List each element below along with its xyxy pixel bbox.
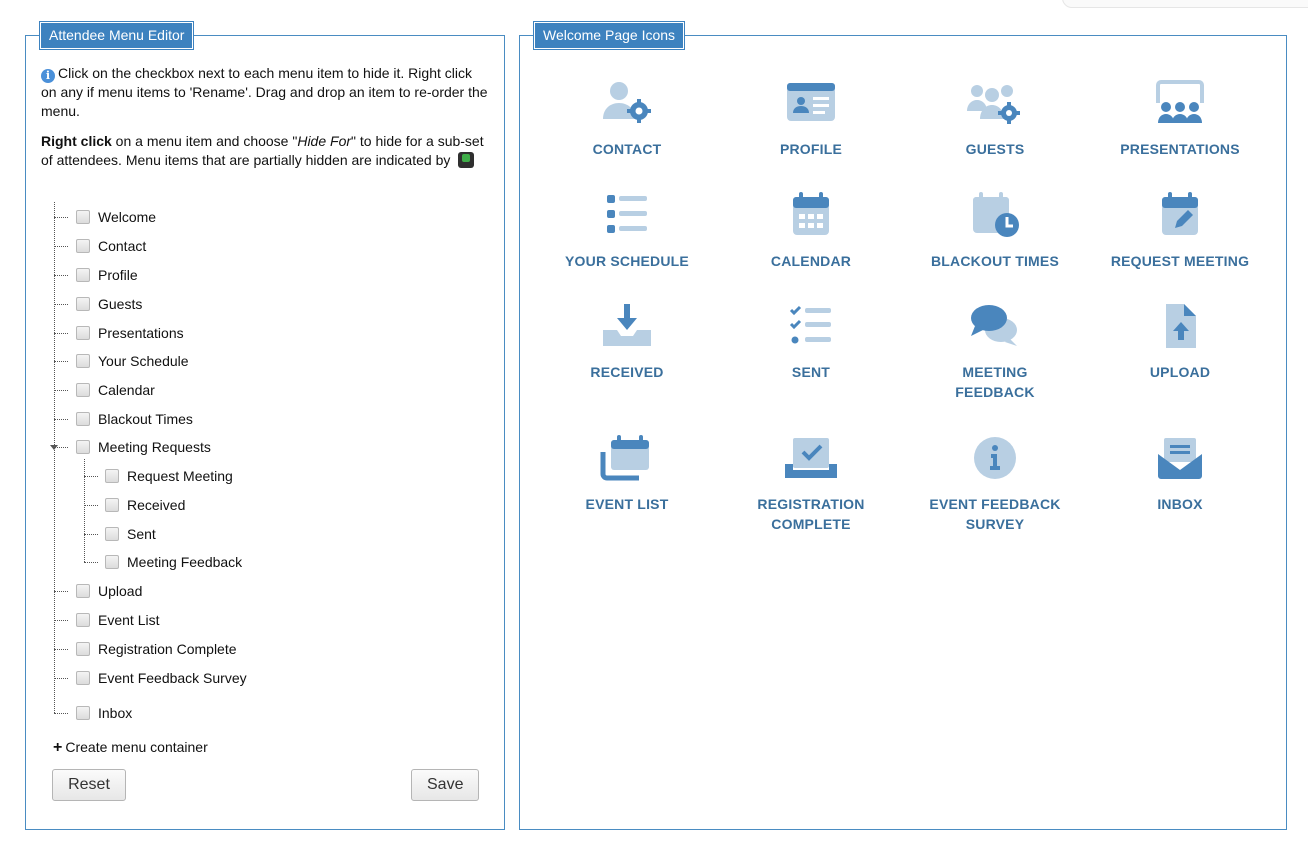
tile-label <box>719 494 903 534</box>
tile-profile[interactable] <box>719 79 903 159</box>
save-button[interactable]: Save <box>411 769 479 801</box>
menu-item-request-meeting[interactable] <box>105 465 233 487</box>
tree-line <box>84 505 98 506</box>
tile-label-line1: GUESTS <box>965 141 1025 157</box>
tile-meeting-feedback[interactable] <box>903 302 1087 402</box>
tree-line <box>54 713 68 714</box>
tree-line <box>84 534 98 535</box>
hide-checkbox[interactable] <box>76 210 90 224</box>
menu-item-label: Inbox <box>98 705 133 721</box>
menu-item-contact[interactable] <box>76 235 146 257</box>
hide-checkbox[interactable] <box>105 498 119 512</box>
menu-item-welcome[interactable] <box>76 206 156 228</box>
tile-label <box>535 251 719 271</box>
tile-label-line1: EVENT LIST <box>585 496 669 512</box>
tile-label <box>903 494 1087 534</box>
tile-label-line2: COMPLETE <box>771 516 851 532</box>
calendar-pen-icon <box>1088 191 1272 239</box>
hide-checkbox[interactable] <box>76 642 90 656</box>
list-icon <box>535 191 719 239</box>
comments-icon <box>903 302 1087 350</box>
hint-pre: on a menu item and choose " <box>111 133 298 149</box>
hide-checkbox[interactable] <box>76 440 90 454</box>
menu-item-upload[interactable] <box>76 580 142 602</box>
tile-label <box>903 362 1087 402</box>
tree-line <box>54 390 68 391</box>
menu-item-label: Request Meeting <box>127 468 233 484</box>
welcome-page-icons-panel <box>519 27 1287 830</box>
menu-item-calendar[interactable] <box>76 379 155 401</box>
tree-line <box>54 246 68 247</box>
menu-item-inbox[interactable] <box>76 702 132 724</box>
menu-item-received[interactable] <box>105 494 185 516</box>
menu-item-guests[interactable] <box>76 293 142 315</box>
tile-label-line1: CONTACT <box>592 141 662 157</box>
menu-item-meeting-requests[interactable] <box>76 436 211 458</box>
tree-line <box>54 217 68 218</box>
tile-upload[interactable] <box>1088 302 1272 382</box>
menu-item-presentations[interactable] <box>76 322 184 344</box>
tree-line <box>84 476 98 477</box>
tile-label-line1: SENT <box>791 364 831 380</box>
hide-checkbox[interactable] <box>76 239 90 253</box>
inbox-download-icon <box>535 302 719 350</box>
create-menu-container-link[interactable] <box>53 739 208 757</box>
menu-item-label: Event Feedback Survey <box>98 670 247 686</box>
tile-request-meeting[interactable] <box>1088 191 1272 271</box>
calendar-stack-icon <box>535 434 719 482</box>
menu-item-event-list[interactable] <box>76 609 159 631</box>
tree-line <box>54 591 68 592</box>
menu-item-registration-complete[interactable] <box>76 638 237 660</box>
menu-item-your-schedule[interactable] <box>76 350 189 372</box>
plus-icon: + <box>53 739 63 756</box>
tile-label <box>535 139 719 159</box>
calendar-icon <box>719 191 903 239</box>
tile-label-line1: PROFILE <box>779 141 843 157</box>
tile-event-list[interactable] <box>535 434 719 514</box>
hide-checkbox[interactable] <box>76 268 90 282</box>
tile-label-line1: PRESENTATIONS <box>1120 141 1240 157</box>
tree-line <box>54 275 68 276</box>
presentation-icon <box>1088 79 1272 127</box>
hide-checkbox[interactable] <box>105 527 119 541</box>
tile-label <box>719 139 903 159</box>
tile-label-line1: INBOX <box>1157 496 1203 512</box>
tree-line <box>54 419 68 420</box>
hide-checkbox[interactable] <box>76 584 90 598</box>
tile-your-schedule[interactable] <box>535 191 719 271</box>
calendar-clock-icon <box>903 191 1087 239</box>
hide-checkbox[interactable] <box>105 469 119 483</box>
hide-checkbox[interactable] <box>76 706 90 720</box>
menu-item-blackout-times[interactable] <box>76 408 193 430</box>
menu-item-label: Welcome <box>98 209 157 225</box>
tile-label-line1: BLACKOUT TIMES <box>930 253 1059 269</box>
hide-checkbox[interactable] <box>76 412 90 426</box>
box-check-icon <box>719 434 903 482</box>
menu-item-event-feedback-survey[interactable] <box>76 667 247 689</box>
tree-line <box>54 649 68 650</box>
tile-received[interactable] <box>535 302 719 382</box>
info-circle-icon <box>903 434 1087 482</box>
menu-tree <box>26 36 506 831</box>
tile-label-line1: UPLOAD <box>1149 364 1211 380</box>
tree-line <box>54 202 55 713</box>
menu-item-label: Guests <box>98 296 143 312</box>
tile-registration-complete[interactable] <box>719 434 903 534</box>
tile-label <box>535 494 719 514</box>
checklist-icon <box>719 302 903 350</box>
tile-label-line1: REGISTRATION <box>757 496 865 512</box>
menu-item-profile[interactable] <box>76 264 138 286</box>
info-icon: i <box>41 69 55 83</box>
panel-title-welcome-icons: Welcome Page Icons <box>534 22 684 49</box>
panel-title-menu-editor: Attendee Menu Editor <box>40 22 193 49</box>
hide-checkbox[interactable] <box>76 297 90 311</box>
tile-inbox[interactable] <box>1088 434 1272 514</box>
hide-checkbox[interactable] <box>76 613 90 627</box>
tree-line <box>54 678 68 679</box>
tile-label-line1: EVENT FEEDBACK <box>929 496 1061 512</box>
tree-line <box>84 562 98 563</box>
hint-post: " to hide for a sub-set of attendees. Menu items that are partially hidden are indicated by <box>41 133 484 168</box>
tile-label-line1: CALENDAR <box>770 253 852 269</box>
attendee-menu-editor-panel <box>25 27 505 830</box>
hide-checkbox[interactable] <box>105 555 119 569</box>
menu-item-sent[interactable] <box>105 523 156 545</box>
menu-item-label: Contact <box>98 238 147 254</box>
hide-checkbox[interactable] <box>76 326 90 340</box>
tile-label <box>903 139 1087 159</box>
menu-item-label: Calendar <box>98 382 155 398</box>
collapse-arrow-icon[interactable] <box>50 445 58 450</box>
tree-line <box>54 620 68 621</box>
tile-label-line2: SURVEY <box>965 516 1025 532</box>
tile-label <box>1088 362 1272 382</box>
reset-button[interactable]: Reset <box>52 769 126 801</box>
tile-blackout-times[interactable] <box>903 191 1087 271</box>
file-upload-icon <box>1088 302 1272 350</box>
hint-bold: Right click <box>41 133 112 149</box>
tile-label <box>903 251 1087 271</box>
tile-label-line1: RECEIVED <box>590 364 664 380</box>
tile-label <box>1088 494 1272 514</box>
users-gear-icon <box>903 79 1087 127</box>
tree-line <box>84 459 85 562</box>
menu-item-label: Presentations <box>98 325 184 341</box>
tile-label <box>535 362 719 382</box>
menu-item-meeting-feedback[interactable] <box>105 551 242 573</box>
hint-italic: Hide For <box>297 133 352 149</box>
tile-label <box>1088 139 1272 159</box>
tile-presentations[interactable] <box>1088 79 1272 159</box>
menu-item-label: Registration Complete <box>98 641 237 657</box>
hide-checkbox[interactable] <box>76 671 90 685</box>
tile-label-line1: YOUR SCHEDULE <box>565 253 689 269</box>
menu-item-label: Upload <box>98 583 143 599</box>
user-gear-icon <box>535 79 719 127</box>
tile-contact[interactable] <box>535 79 719 159</box>
tile-calendar[interactable] <box>719 191 903 271</box>
create-menu-container-label: Create menu container <box>65 739 208 755</box>
tile-label-line2: FEEDBACK <box>955 384 1035 400</box>
tile-label <box>1088 251 1272 271</box>
envelope-open-icon <box>1088 434 1272 482</box>
tile-label <box>719 362 903 382</box>
menu-item-label: Sent <box>127 526 156 542</box>
tile-guests[interactable] <box>903 79 1087 159</box>
id-card-icon <box>719 79 903 127</box>
menu-item-label: Event List <box>98 612 160 628</box>
top-search-stub <box>1062 0 1308 8</box>
tree-line <box>54 361 68 362</box>
menu-item-label: Meeting Requests <box>98 439 211 455</box>
tile-event-feedback-survey[interactable] <box>903 434 1087 534</box>
hide-checkbox[interactable] <box>76 383 90 397</box>
menu-item-label: Your Schedule <box>98 353 189 369</box>
menu-item-label: Blackout Times <box>98 411 193 427</box>
tile-label-line1: REQUEST MEETING <box>1110 253 1250 269</box>
tree-line <box>54 333 68 334</box>
hide-checkbox[interactable] <box>76 354 90 368</box>
tree-line <box>54 304 68 305</box>
info-text-body: Click on the checkbox next to each menu item to hide it. Right click on any if menu items to 'Rename'. Drag and drop an item to re-order the menu. <box>41 65 488 119</box>
tile-label-line1: MEETING <box>962 364 1028 380</box>
tile-sent[interactable] <box>719 302 903 382</box>
menu-item-label: Meeting Feedback <box>127 554 243 570</box>
menu-item-label: Profile <box>98 267 138 283</box>
tile-label <box>719 251 903 271</box>
menu-item-label: Received <box>127 497 186 513</box>
